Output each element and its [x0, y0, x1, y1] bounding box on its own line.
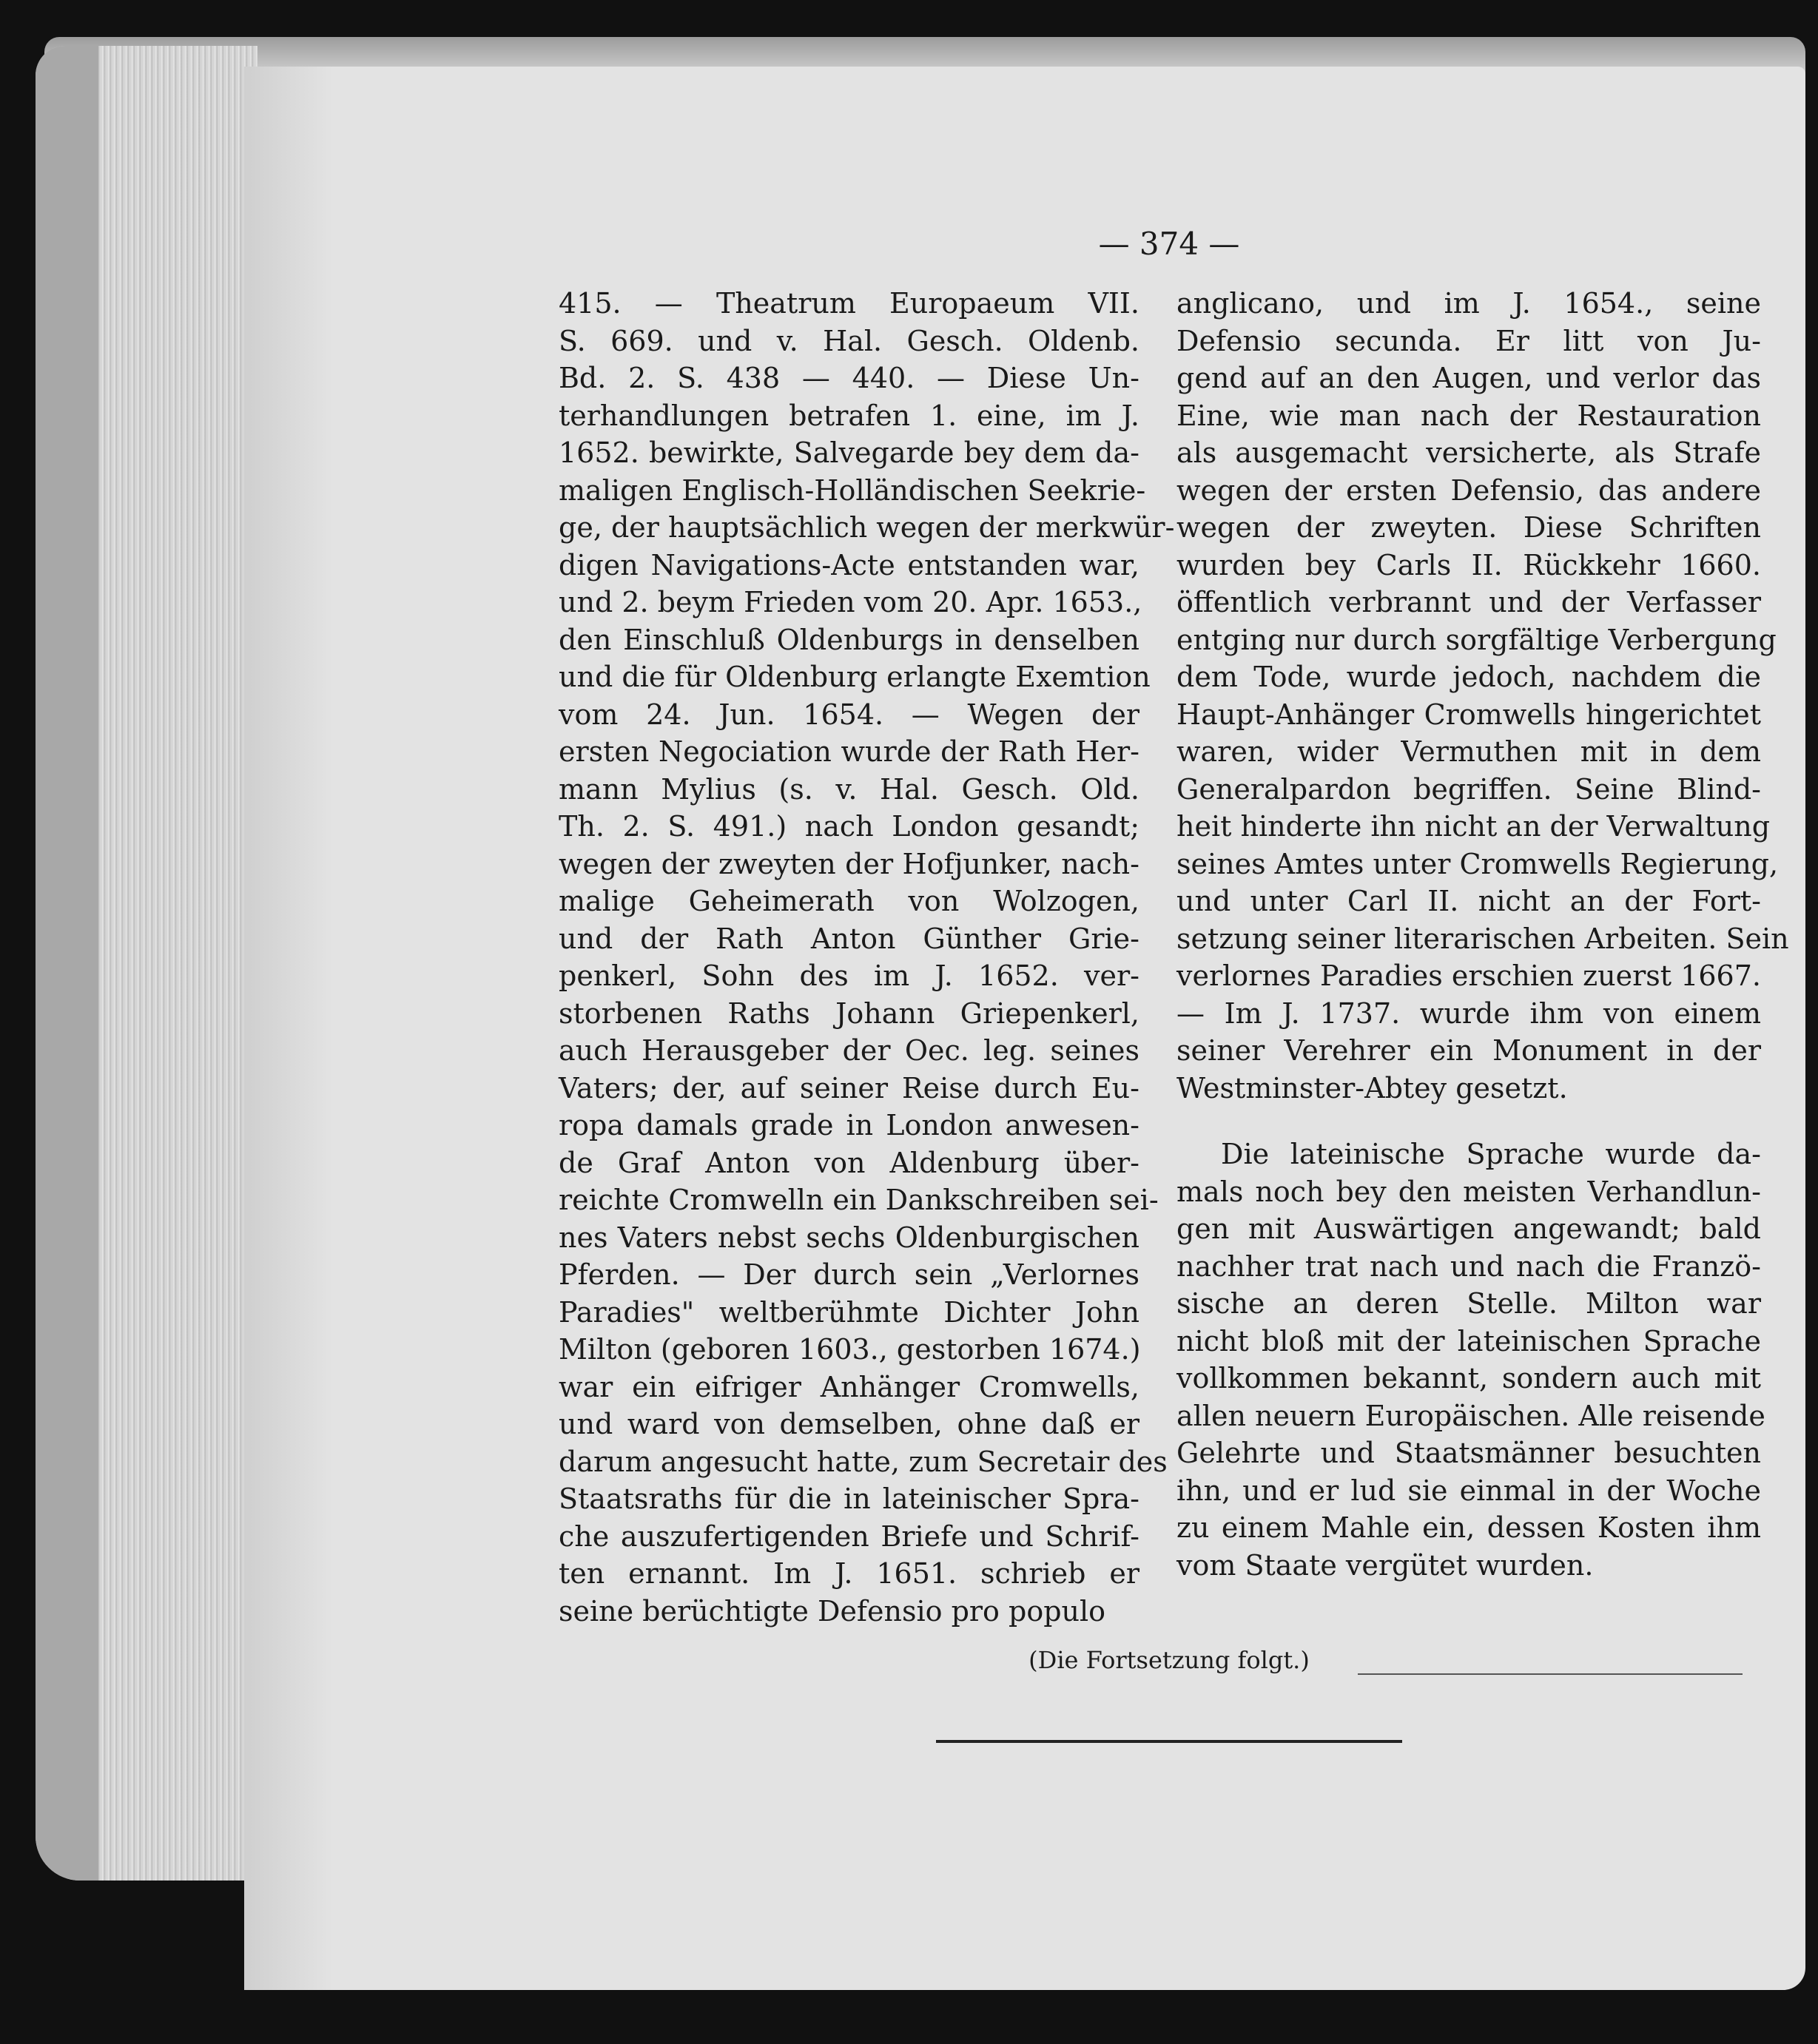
- text-line: Die lateinische Sprache wurde da-: [1221, 1138, 1761, 1170]
- book-cover-edge: [36, 46, 98, 1881]
- text-line: Th. 2. S. 491.) nach London gesandt;: [559, 810, 1139, 843]
- text-line: che auszufertigenden Briefe und Schrif-: [559, 1519, 1139, 1553]
- text-line: und ward von demselben, ohne daß er: [559, 1408, 1139, 1440]
- text-line: gend auf an den Augen, und verlor das: [1176, 362, 1761, 394]
- text-line: — Im J. 1737. wurde ihm von einem: [1176, 996, 1761, 1030]
- text-line: vom 24. Jun. 1654. — Wegen der: [559, 698, 1139, 731]
- text-line: den Einschluß Oldenburgs in denselben: [559, 623, 1139, 656]
- page-number: — 374 —: [1098, 226, 1240, 262]
- text-line: als ausgemacht versicherte, als Strafe: [1176, 436, 1761, 469]
- text-line: verlornes Paradies erschien zuerst 1667.: [1176, 959, 1761, 992]
- text-line: und die für Oldenburg erlangte Exemtion: [559, 661, 1151, 693]
- text-line: gen mit Auswärtigen angewandt; bald: [1176, 1212, 1761, 1245]
- text-line: malige Geheimerath von Wolzogen,: [559, 885, 1139, 917]
- text-line: seiner Verehrer ein Monument in der: [1176, 1034, 1761, 1067]
- text-line: Defensio secunda. Er litt von Ju-: [1176, 324, 1761, 357]
- text-line: nachher trat nach und nach die Franzö-: [1176, 1249, 1761, 1283]
- text-line: sische an deren Stelle. Milton war: [1176, 1287, 1761, 1320]
- text-line: war ein eifriger Anhänger Cromwells,: [559, 1370, 1139, 1403]
- text-line: de Graf Anton von Aldenburg über-: [559, 1146, 1139, 1179]
- text-line: wegen der zweyten. Diese Schriften: [1176, 511, 1761, 544]
- text-line: nes Vaters nebst sechs Oldenburgischen: [559, 1221, 1139, 1254]
- text-line: Eine, wie man nach der Restauration: [1176, 399, 1761, 432]
- text-line: wurden bey Carls II. Rückkehr 1660.: [1176, 548, 1761, 581]
- text-line: mann Mylius (s. v. Hal. Gesch. Old.: [559, 772, 1139, 806]
- text-line: seine berüchtigte Defensio pro populo: [559, 1594, 1106, 1628]
- text-line: Haupt-Anhänger Cromwells hingerichtet: [1176, 698, 1761, 731]
- text-line: zu einem Mahle ein, dessen Kosten ihm: [1176, 1511, 1761, 1544]
- text-line: Milton (geboren 1603., gestorben 1674.): [559, 1333, 1141, 1366]
- text-line: storbenen Raths Johann Griepenkerl,: [559, 996, 1139, 1030]
- text-line: waren, wider Vermuthen mit in dem: [1176, 735, 1761, 768]
- closing-rule: [936, 1740, 1402, 1743]
- text-line: setzung seiner literarischen Arbeiten. Sein: [1176, 922, 1789, 955]
- text-line: mals noch bey den meisten Verhandlun-: [1176, 1175, 1761, 1208]
- text-line: 415. — Theatrum Europaeum VII.: [559, 287, 1139, 320]
- text-line: ten ernannt. Im J. 1651. schrieb er: [559, 1557, 1139, 1590]
- text-line: penkerl, Sohn des im J. 1652. ver-: [559, 959, 1139, 992]
- text-line: und 2. beym Frieden vom 20. Apr. 1653.,: [559, 586, 1142, 618]
- text-line: Paradies" weltberühmte Dichter John: [559, 1295, 1139, 1329]
- gutter-shadow: [244, 67, 333, 1990]
- text-line: vollkommen bekannt, sondern auch mit: [1176, 1362, 1761, 1394]
- text-line: Westminster-Abtey gesetzt.: [1176, 1071, 1568, 1104]
- text-line: 1652. bewirkte, Salvegarde bey dem da-: [559, 436, 1139, 469]
- text-line: dem Tode, wurde jedoch, nachdem die: [1176, 661, 1761, 693]
- text-line: S. 669. und v. Hal. Gesch. Oldenb.: [559, 324, 1139, 357]
- text-line: heit hinderte ihn nicht an der Verwaltung: [1176, 810, 1771, 843]
- text-line: entging nur durch sorgfältige Verbergung: [1176, 623, 1777, 656]
- text-line: und der Rath Anton Günther Grie-: [559, 922, 1139, 955]
- text-line: auch Herausgeber der Oec. leg. seines: [559, 1034, 1139, 1067]
- text-line: öffentlich verbrannt und der Verfasser: [1176, 586, 1761, 618]
- text-line: wegen der zweyten der Hofjunker, nach-: [559, 847, 1139, 880]
- text-line: digen Navigations-Acte entstanden war,: [559, 548, 1139, 581]
- left-text-column: [559, 285, 1175, 1630]
- text-line: nicht bloß mit der lateinischen Sprache: [1176, 1324, 1761, 1357]
- text-line: darum angesucht hatte, zum Secretair des: [559, 1445, 1168, 1478]
- right-second-paragraph: [1176, 1136, 1765, 1584]
- text-line: ge, der hauptsächlich wegen der merkwür-: [559, 511, 1175, 544]
- text-line: Vaters; der, auf seiner Reise durch Eu-: [559, 1071, 1139, 1104]
- text-line: allen neuern Europäischen. Alle reisende: [1176, 1399, 1765, 1432]
- text-line: Staatsraths für die in lateinischer Spra-: [559, 1483, 1139, 1515]
- text-line: ersten Negociation wurde der Rath Her-: [559, 735, 1139, 768]
- text-line: Pferden. — Der durch sein „Verlornes: [559, 1258, 1139, 1291]
- text-line: wegen der ersten Defensio, das andere: [1176, 473, 1761, 507]
- text-line: und unter Carl II. nicht an der Fort-: [1176, 885, 1761, 917]
- footnote-rule: [1358, 1673, 1743, 1675]
- text-line: vom Staate vergütet wurden.: [1176, 1548, 1594, 1582]
- right-text-column: [1176, 285, 1789, 1107]
- continuation-note: (Die Fortsetzung folgt.): [1028, 1646, 1310, 1674]
- text-line: Generalpardon begriffen. Seine Blind-: [1176, 772, 1761, 806]
- text-line: anglicano, und im J. 1654., seine: [1176, 287, 1761, 320]
- text-line: seines Amtes unter Cromwells Regierung,: [1176, 847, 1779, 880]
- text-line: Gelehrte und Staatsmänner besuchten: [1176, 1437, 1761, 1469]
- text-line: maligen Englisch-Holländischen Seekrie-: [559, 473, 1146, 507]
- text-line: reichte Cromwelln ein Dankschreiben sei-: [559, 1184, 1159, 1216]
- text-line: Bd. 2. S. 438 — 440. — Diese Un-: [559, 362, 1139, 394]
- text-line: terhandlungen betrafen 1. eine, im J.: [559, 399, 1139, 432]
- text-line: ihn, und er lud sie einmal in der Woche: [1176, 1474, 1761, 1507]
- text-line: ropa damals grade in London anwesen-: [559, 1109, 1139, 1141]
